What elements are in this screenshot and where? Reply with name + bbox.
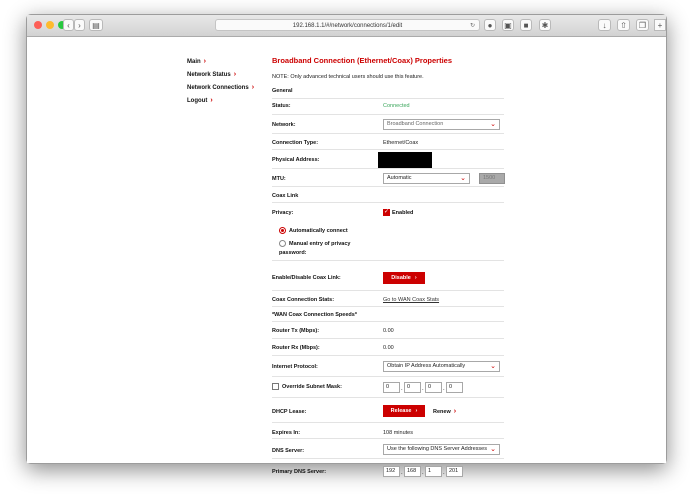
renew-link[interactable]: Renew › bbox=[433, 408, 457, 415]
url-text: 192.168.1.1/#/network/connections/1/edit bbox=[292, 23, 403, 29]
chevron-right-icon: › bbox=[251, 84, 255, 91]
subnet-octet-2[interactable]: 0 bbox=[404, 382, 421, 393]
mtu-label: MTU: bbox=[272, 176, 286, 182]
sidebar-icon[interactable]: ▤ bbox=[89, 19, 103, 31]
router-rx-value: 0.00 bbox=[383, 345, 394, 351]
close-window-button[interactable] bbox=[34, 21, 42, 29]
dns-server-label: DNS Server: bbox=[272, 448, 305, 454]
divider bbox=[272, 98, 504, 99]
page-title: Broadband Connection (Ethernet/Coax) Properties bbox=[272, 56, 453, 65]
connection-type-label: Connection Type: bbox=[272, 140, 319, 146]
general-heading: General bbox=[272, 88, 293, 94]
coax-stats-label: Coax Connection Stats: bbox=[272, 297, 335, 303]
divider bbox=[272, 149, 504, 150]
address-bar[interactable] bbox=[215, 19, 480, 31]
enable-coax-label: Enable/Disable Coax Link: bbox=[272, 275, 341, 281]
extension-icon[interactable]: ▣ bbox=[502, 19, 514, 31]
manual-password-radio[interactable] bbox=[279, 240, 286, 247]
primary-dns-octet-2[interactable]: 168 bbox=[404, 466, 421, 477]
auto-connect-label: Automatically connect bbox=[289, 228, 348, 234]
divider bbox=[272, 290, 504, 291]
chevron-down-icon: ⌄ bbox=[490, 446, 496, 453]
browser-toolbar bbox=[27, 15, 666, 37]
network-select[interactable]: Broadband Connection ⌄ bbox=[383, 119, 500, 130]
override-subnet-checkbox[interactable] bbox=[272, 383, 279, 390]
dns-server-select[interactable]: Use the following DNS Server Addresses ⌄ bbox=[383, 444, 500, 455]
advanced-note: NOTE: Only advanced technical users should use this feature. bbox=[272, 74, 424, 80]
divider bbox=[272, 260, 504, 261]
primary-dns-octet-4[interactable]: 201 bbox=[446, 466, 463, 477]
redacted-mac-address bbox=[378, 152, 432, 168]
status-label: Status: bbox=[272, 103, 291, 109]
page-content: Main › Network Status › Network Connections › Logout › Broadband Connection (Ethernet/Coax) Properties NOTE: Only advanced technical users should use this feature. General Status: Connected Network: Broadband Connection ⌄ Connection Type: Ethernet/Coax Physical Address: MTU: Automatic ⌄ 1500 Coax Link Privacy: ✓ Enabled Automatically connect Manual entry of privacy password: Enable/Disable Coax Link: Disable › Coax Connection Stats: Go to WAN Coax Stats *WAN Coax Connection Speeds* Router Tx (Mbps): 0.00 Router Rx (Mbps): 0.00 Internet Protocol: Obtain IP Address Automatically ⌄ Override Subnet Mask: 0 . 0 . 0 . 0 DHCP Lease: Release › Renew › Expires In: 108 minutes DNS Server: Use the following DNS Server Addresses ⌄ Primary DNS Server: 192 . 168 . 1 . 201 bbox=[27, 37, 666, 463]
connection-type-value: Ethernet/Coax bbox=[383, 140, 419, 146]
privacy-enabled-label: Enabled bbox=[392, 210, 414, 216]
divider bbox=[272, 397, 504, 398]
reload-icon[interactable]: ↻ bbox=[469, 23, 475, 29]
chevron-down-icon: ⌄ bbox=[460, 175, 466, 182]
nav-main[interactable]: Main › bbox=[187, 58, 207, 65]
download-icon[interactable]: ↓ bbox=[598, 19, 611, 31]
chevron-down-icon: ⌄ bbox=[490, 363, 496, 370]
minimize-window-button[interactable] bbox=[46, 21, 54, 29]
router-tx-value: 0.00 bbox=[383, 328, 394, 334]
subnet-octet-3[interactable]: 0 bbox=[425, 382, 442, 393]
tabs-overview-icon[interactable]: ❐ bbox=[636, 19, 649, 31]
manual-password-label-line1: Manual entry of privacy bbox=[289, 241, 351, 247]
expires-label: Expires In: bbox=[272, 430, 301, 436]
auto-connect-radio[interactable] bbox=[279, 227, 286, 234]
divider bbox=[272, 168, 504, 169]
router-tx-label: Router Tx (Mbps): bbox=[272, 328, 320, 334]
network-label: Network: bbox=[272, 122, 296, 128]
back-arrow-icon[interactable]: ‹ bbox=[63, 19, 74, 31]
chevron-right-icon: › bbox=[414, 275, 417, 281]
nav-network-status[interactable]: Network Status › bbox=[187, 71, 237, 78]
nav-network-connections[interactable]: Network Connections › bbox=[187, 84, 255, 91]
coax-speeds-heading: *WAN Coax Connection Speeds* bbox=[272, 312, 357, 318]
primary-dns-label: Primary DNS Server: bbox=[272, 469, 327, 475]
divider bbox=[272, 133, 504, 134]
divider bbox=[272, 338, 504, 339]
divider bbox=[272, 438, 504, 439]
extension-icon[interactable]: ● bbox=[484, 19, 496, 31]
divider bbox=[272, 321, 504, 322]
browser-window bbox=[26, 14, 667, 476]
chevron-right-icon: › bbox=[453, 408, 457, 415]
status-value: Connected bbox=[383, 103, 410, 109]
mtu-select[interactable]: Automatic ⌄ bbox=[383, 173, 470, 184]
privacy-label: Privacy: bbox=[272, 210, 294, 216]
divider bbox=[272, 114, 504, 115]
chevron-right-icon: › bbox=[203, 58, 207, 65]
chevron-right-icon: › bbox=[415, 408, 418, 414]
override-subnet-label: Override Subnet Mask: bbox=[282, 384, 342, 390]
divider bbox=[272, 422, 504, 423]
new-tab-icon[interactable]: + bbox=[654, 19, 666, 31]
extension-icon[interactable]: ■ bbox=[520, 19, 532, 31]
dhcp-lease-label: DHCP Lease: bbox=[272, 409, 307, 415]
divider bbox=[272, 355, 504, 356]
router-rx-label: Router Rx (Mbps): bbox=[272, 345, 320, 351]
subnet-octet-1[interactable]: 0 bbox=[383, 382, 400, 393]
mtu-value-input[interactable]: 1500 bbox=[479, 173, 505, 184]
divider bbox=[272, 186, 504, 187]
primary-dns-octet-1[interactable]: 192 bbox=[383, 466, 400, 477]
wan-coax-stats-link[interactable]: Go to WAN Coax Stats bbox=[383, 297, 440, 303]
divider bbox=[272, 202, 504, 203]
chevron-down-icon: ⌄ bbox=[490, 121, 496, 128]
expires-value: 108 minutes bbox=[383, 430, 413, 436]
manual-password-label-line2: password: bbox=[279, 250, 307, 256]
release-button[interactable]: Release › bbox=[383, 405, 425, 417]
internet-protocol-label: Internet Protocol: bbox=[272, 364, 318, 370]
primary-dns-octet-3[interactable]: 1 bbox=[425, 466, 442, 477]
divider bbox=[272, 458, 504, 459]
chevron-right-icon: › bbox=[233, 71, 237, 78]
divider bbox=[272, 376, 504, 377]
subnet-octet-4[interactable]: 0 bbox=[446, 382, 463, 393]
disable-coax-button[interactable]: Disable › bbox=[383, 272, 425, 284]
divider bbox=[272, 306, 504, 307]
coax-link-heading: Coax Link bbox=[272, 193, 299, 199]
privacy-checkbox[interactable]: ✓ bbox=[383, 209, 390, 215]
physical-address-label: Physical Address: bbox=[272, 157, 320, 163]
extension-icon[interactable]: ✱ bbox=[539, 19, 551, 31]
chevron-right-icon: › bbox=[210, 97, 213, 104]
nav-logout[interactable]: Logout › bbox=[187, 97, 213, 104]
internet-protocol-select[interactable]: Obtain IP Address Automatically ⌄ bbox=[383, 361, 500, 372]
forward-arrow-icon[interactable]: › bbox=[74, 19, 85, 31]
share-icon[interactable]: ⇧ bbox=[617, 19, 630, 31]
